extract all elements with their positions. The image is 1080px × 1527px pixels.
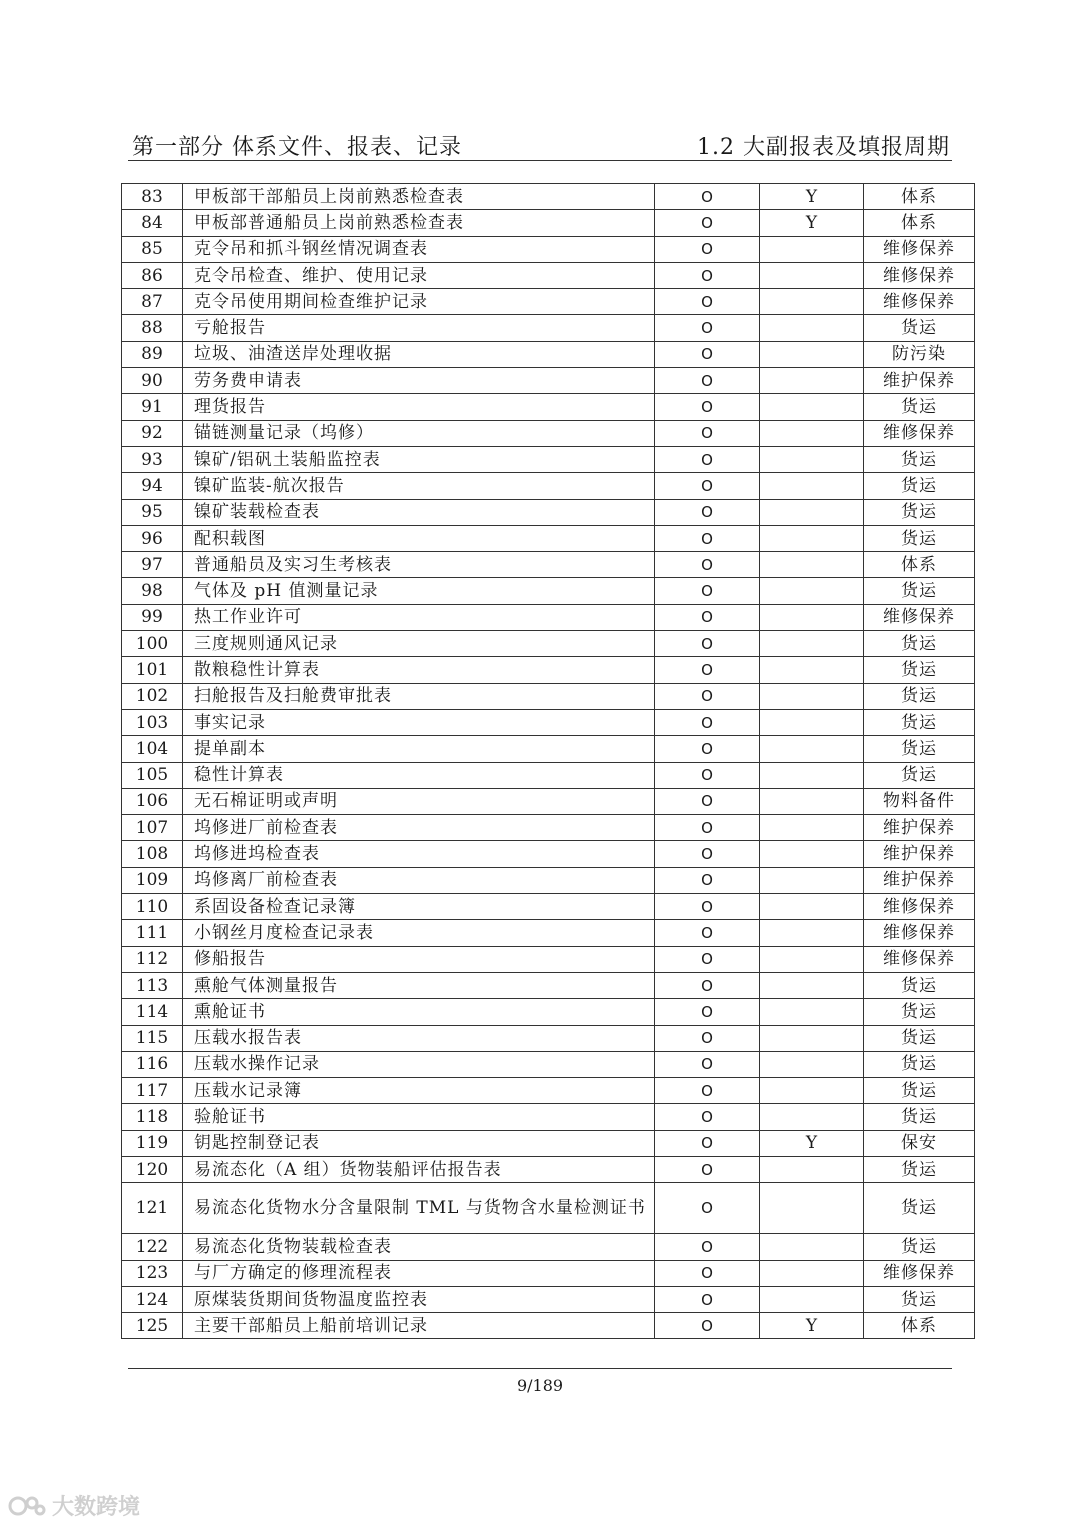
mark-cell: O xyxy=(655,184,760,210)
row-number-cell: 96 xyxy=(122,525,183,551)
record-name-cell: 普通船员及实习生考核表 xyxy=(183,552,655,578)
mark-cell: O xyxy=(655,762,760,788)
mark-cell: O xyxy=(655,1130,760,1156)
table-row xyxy=(122,604,975,630)
flag-cell xyxy=(760,1234,864,1260)
flag-cell xyxy=(760,815,864,841)
flag-cell xyxy=(760,420,864,446)
record-name-cell: 原煤装货期间货物温度监控表 xyxy=(183,1286,655,1312)
category-cell: 体系 xyxy=(864,184,975,210)
page-number: 9/189 xyxy=(516,1376,564,1395)
table-row xyxy=(122,736,975,762)
flag-cell xyxy=(760,289,864,315)
record-name-cell: 镍矿监装-航次报告 xyxy=(183,473,655,499)
mark-cell: O xyxy=(655,657,760,683)
mark-cell: O xyxy=(655,1078,760,1104)
mark-cell: O xyxy=(655,1234,760,1260)
flag-cell xyxy=(760,946,864,972)
category-cell: 维修保养 xyxy=(864,236,975,262)
table-row xyxy=(122,262,975,288)
row-number-cell: 91 xyxy=(122,394,183,420)
flag-cell xyxy=(760,473,864,499)
flag-cell xyxy=(760,552,864,578)
mark-cell: O xyxy=(655,499,760,525)
category-cell: 体系 xyxy=(864,210,975,236)
table-row xyxy=(122,473,975,499)
record-name-cell: 小钢丝月度检查记录表 xyxy=(183,920,655,946)
report-table-body xyxy=(122,184,975,1339)
record-name-cell: 压载水记录簿 xyxy=(183,1078,655,1104)
category-cell: 货运 xyxy=(864,578,975,604)
row-number-cell: 106 xyxy=(122,788,183,814)
mark-cell: O xyxy=(655,788,760,814)
category-cell: 维修保养 xyxy=(864,920,975,946)
record-name-cell: 修船报告 xyxy=(183,946,655,972)
mark-cell: O xyxy=(655,341,760,367)
category-cell: 货运 xyxy=(864,631,975,657)
category-cell: 维修保养 xyxy=(864,420,975,446)
row-number-cell: 102 xyxy=(122,683,183,709)
mark-cell: O xyxy=(655,946,760,972)
watermark-text: 大数跨境 xyxy=(52,1495,141,1520)
record-name-cell: 克令吊检查、维护、使用记录 xyxy=(183,262,655,288)
report-table xyxy=(121,183,975,1339)
table-row xyxy=(122,552,975,578)
mark-cell: O xyxy=(655,210,760,236)
category-cell: 货运 xyxy=(864,394,975,420)
category-cell: 维修保养 xyxy=(864,262,975,288)
category-cell: 货运 xyxy=(864,972,975,998)
table-row xyxy=(122,368,975,394)
row-number-cell: 118 xyxy=(122,1104,183,1130)
table-row xyxy=(122,657,975,683)
row-number-cell: 100 xyxy=(122,631,183,657)
flag-cell xyxy=(760,709,864,735)
mark-cell: O xyxy=(655,368,760,394)
row-number-cell: 97 xyxy=(122,552,183,578)
flag-cell xyxy=(760,525,864,551)
table-row xyxy=(122,184,975,210)
table-row xyxy=(122,1286,975,1312)
flag-cell xyxy=(760,578,864,604)
category-cell: 货运 xyxy=(864,657,975,683)
flag-cell xyxy=(760,920,864,946)
table-row xyxy=(122,815,975,841)
flag-cell xyxy=(760,1156,864,1182)
row-number-cell: 110 xyxy=(122,894,183,920)
category-cell: 维修保养 xyxy=(864,946,975,972)
table-row xyxy=(122,867,975,893)
category-cell: 防污染 xyxy=(864,341,975,367)
table-row xyxy=(122,289,975,315)
record-name-cell: 易流态化货物装载检查表 xyxy=(183,1234,655,1260)
category-cell: 货运 xyxy=(864,1183,975,1234)
row-number-cell: 92 xyxy=(122,420,183,446)
category-cell: 维护保养 xyxy=(864,867,975,893)
record-name-cell: 熏舱气体测量报告 xyxy=(183,972,655,998)
row-number-cell: 111 xyxy=(122,920,183,946)
mark-cell: O xyxy=(655,1260,760,1286)
table-row xyxy=(122,341,975,367)
mark-cell: O xyxy=(655,1183,760,1234)
row-number-cell: 124 xyxy=(122,1286,183,1312)
table-row xyxy=(122,1051,975,1077)
row-number-cell: 112 xyxy=(122,946,183,972)
category-cell: 货运 xyxy=(864,1234,975,1260)
record-name-cell: 坞修进坞检查表 xyxy=(183,841,655,867)
table-row xyxy=(122,1104,975,1130)
record-name-cell: 镍矿/铝矾土装船监控表 xyxy=(183,446,655,472)
flag-cell xyxy=(760,236,864,262)
record-name-cell: 镍矿装载检查表 xyxy=(183,499,655,525)
record-name-cell: 熏舱证书 xyxy=(183,999,655,1025)
mark-cell: O xyxy=(655,604,760,630)
table-row xyxy=(122,894,975,920)
flag-cell xyxy=(760,262,864,288)
table-row xyxy=(122,1078,975,1104)
category-cell: 货运 xyxy=(864,999,975,1025)
flag-cell xyxy=(760,788,864,814)
record-name-cell: 垃圾、油渣送岸处理收据 xyxy=(183,341,655,367)
record-name-cell: 热工作业许可 xyxy=(183,604,655,630)
record-name-cell: 提单副本 xyxy=(183,736,655,762)
flag-cell xyxy=(760,972,864,998)
record-name-cell: 验舱证书 xyxy=(183,1104,655,1130)
record-name-cell: 与厂方确定的修理流程表 xyxy=(183,1260,655,1286)
mark-cell: O xyxy=(655,420,760,446)
record-name-cell: 劳务费申请表 xyxy=(183,368,655,394)
flag-cell xyxy=(760,736,864,762)
row-number-cell: 109 xyxy=(122,867,183,893)
row-number-cell: 115 xyxy=(122,1025,183,1051)
category-cell: 货运 xyxy=(864,473,975,499)
row-number-cell: 89 xyxy=(122,341,183,367)
category-cell: 货运 xyxy=(864,499,975,525)
record-name-cell: 钥匙控制登记表 xyxy=(183,1130,655,1156)
category-cell: 货运 xyxy=(864,1286,975,1312)
row-number-cell: 90 xyxy=(122,368,183,394)
flag-cell: Y xyxy=(760,210,864,236)
row-number-cell: 108 xyxy=(122,841,183,867)
category-cell: 货运 xyxy=(864,1078,975,1104)
table-row xyxy=(122,1234,975,1260)
row-number-cell: 84 xyxy=(122,210,183,236)
table-row xyxy=(122,972,975,998)
mark-cell: O xyxy=(655,236,760,262)
table-row xyxy=(122,709,975,735)
category-cell: 维护保养 xyxy=(864,815,975,841)
table-row xyxy=(122,236,975,262)
mark-cell: O xyxy=(655,394,760,420)
record-name-cell: 主要干部船员上船前培训记录 xyxy=(183,1313,655,1339)
table-row xyxy=(122,946,975,972)
mark-cell: O xyxy=(655,578,760,604)
record-name-cell: 克令吊和抓斗钢丝情况调查表 xyxy=(183,236,655,262)
record-name-cell: 三度规则通风记录 xyxy=(183,631,655,657)
category-cell: 维修保养 xyxy=(864,604,975,630)
record-name-cell: 无石棉证明或声明 xyxy=(183,788,655,814)
category-cell: 货运 xyxy=(864,1156,975,1182)
category-cell: 货运 xyxy=(864,1104,975,1130)
record-name-cell: 压载水操作记录 xyxy=(183,1051,655,1077)
mark-cell: O xyxy=(655,972,760,998)
flag-cell xyxy=(760,604,864,630)
record-name-cell: 气体及 pH 值测量记录 xyxy=(183,578,655,604)
mark-cell: O xyxy=(655,289,760,315)
row-number-cell: 119 xyxy=(122,1130,183,1156)
category-cell: 货运 xyxy=(864,525,975,551)
category-cell: 货运 xyxy=(864,709,975,735)
flag-cell xyxy=(760,999,864,1025)
record-name-cell: 锚链测量记录（坞修） xyxy=(183,420,655,446)
flag-cell xyxy=(760,341,864,367)
mark-cell: O xyxy=(655,1286,760,1312)
row-number-cell: 95 xyxy=(122,499,183,525)
flag-cell xyxy=(760,446,864,472)
row-number-cell: 114 xyxy=(122,999,183,1025)
mark-cell: O xyxy=(655,525,760,551)
table-row xyxy=(122,1183,975,1234)
record-name-cell: 配积载图 xyxy=(183,525,655,551)
record-name-cell: 坞修离厂前检查表 xyxy=(183,867,655,893)
category-cell: 货运 xyxy=(864,1051,975,1077)
mark-cell: O xyxy=(655,867,760,893)
record-name-cell: 系固设备检查记录簿 xyxy=(183,894,655,920)
flag-cell xyxy=(760,394,864,420)
record-name-cell: 亏舱报告 xyxy=(183,315,655,341)
record-name-cell: 理货报告 xyxy=(183,394,655,420)
flag-cell xyxy=(760,1104,864,1130)
table-row xyxy=(122,999,975,1025)
flag-cell: Y xyxy=(760,1130,864,1156)
row-number-cell: 116 xyxy=(122,1051,183,1077)
record-name-cell: 事实记录 xyxy=(183,709,655,735)
flag-cell xyxy=(760,315,864,341)
category-cell: 货运 xyxy=(864,446,975,472)
table-row xyxy=(122,683,975,709)
row-number-cell: 117 xyxy=(122,1078,183,1104)
mark-cell: O xyxy=(655,552,760,578)
category-cell: 保安 xyxy=(864,1130,975,1156)
row-number-cell: 98 xyxy=(122,578,183,604)
category-cell: 货运 xyxy=(864,736,975,762)
category-cell: 维修保养 xyxy=(864,289,975,315)
table-row xyxy=(122,920,975,946)
mark-cell: O xyxy=(655,683,760,709)
row-number-cell: 104 xyxy=(122,736,183,762)
record-name-cell: 散粮稳性计算表 xyxy=(183,657,655,683)
mark-cell: O xyxy=(655,315,760,341)
table-row xyxy=(122,1130,975,1156)
flag-cell xyxy=(760,762,864,788)
category-cell: 货运 xyxy=(864,1025,975,1051)
record-name-cell: 甲板部干部船员上岗前熟悉检查表 xyxy=(183,184,655,210)
table-row xyxy=(122,1025,975,1051)
table-row xyxy=(122,315,975,341)
footer-divider xyxy=(128,1368,952,1369)
table-row xyxy=(122,1260,975,1286)
category-cell: 物料备件 xyxy=(864,788,975,814)
mark-cell: O xyxy=(655,736,760,762)
header-divider xyxy=(128,160,952,161)
row-number-cell: 123 xyxy=(122,1260,183,1286)
table-row xyxy=(122,762,975,788)
watermark xyxy=(8,1490,140,1521)
table-row xyxy=(122,446,975,472)
flag-cell: Y xyxy=(760,184,864,210)
record-name-cell: 克令吊使用期间检查维护记录 xyxy=(183,289,655,315)
mark-cell: O xyxy=(655,631,760,657)
row-number-cell: 122 xyxy=(122,1234,183,1260)
mark-cell: O xyxy=(655,709,760,735)
row-number-cell: 107 xyxy=(122,815,183,841)
record-name-cell: 扫舱报告及扫舱费审批表 xyxy=(183,683,655,709)
mark-cell: O xyxy=(655,815,760,841)
row-number-cell: 99 xyxy=(122,604,183,630)
flag-cell xyxy=(760,683,864,709)
flag-cell xyxy=(760,1183,864,1234)
row-number-cell: 93 xyxy=(122,446,183,472)
row-number-cell: 121 xyxy=(122,1183,183,1234)
flag-cell xyxy=(760,657,864,683)
table-row xyxy=(122,631,975,657)
flag-cell xyxy=(760,894,864,920)
row-number-cell: 105 xyxy=(122,762,183,788)
row-number-cell: 85 xyxy=(122,236,183,262)
row-number-cell: 87 xyxy=(122,289,183,315)
mark-cell: O xyxy=(655,1051,760,1077)
table-row xyxy=(122,525,975,551)
row-number-cell: 113 xyxy=(122,972,183,998)
flag-cell xyxy=(760,1051,864,1077)
row-number-cell: 103 xyxy=(122,709,183,735)
table-row xyxy=(122,499,975,525)
mark-cell: O xyxy=(655,473,760,499)
mark-cell: O xyxy=(655,1156,760,1182)
record-name-cell: 甲板部普通船员上岗前熟悉检查表 xyxy=(183,210,655,236)
flag-cell xyxy=(760,867,864,893)
table-row xyxy=(122,788,975,814)
flag-cell xyxy=(760,631,864,657)
flag-cell xyxy=(760,841,864,867)
category-cell: 货运 xyxy=(864,762,975,788)
row-number-cell: 86 xyxy=(122,262,183,288)
row-number-cell: 88 xyxy=(122,315,183,341)
flag-cell xyxy=(760,1078,864,1104)
table-row xyxy=(122,210,975,236)
row-number-cell: 125 xyxy=(122,1313,183,1339)
category-cell: 维护保养 xyxy=(864,841,975,867)
flag-cell xyxy=(760,1260,864,1286)
row-number-cell: 101 xyxy=(122,657,183,683)
flag-cell: Y xyxy=(760,1313,864,1339)
category-cell: 维护保养 xyxy=(864,368,975,394)
category-cell: 体系 xyxy=(864,1313,975,1339)
category-cell: 货运 xyxy=(864,315,975,341)
mark-cell: O xyxy=(655,1104,760,1130)
category-cell: 体系 xyxy=(864,552,975,578)
category-cell: 维修保养 xyxy=(864,894,975,920)
mark-cell: O xyxy=(655,1313,760,1339)
record-name-cell: 易流态化（A 组）货物装船评估报告表 xyxy=(183,1156,655,1182)
category-cell: 货运 xyxy=(864,683,975,709)
mark-cell: O xyxy=(655,999,760,1025)
record-name-cell: 易流态化货物水分含量限制 TML 与货物含水量检测证书 xyxy=(183,1183,655,1234)
flag-cell xyxy=(760,1025,864,1051)
table-row xyxy=(122,1156,975,1182)
flag-cell xyxy=(760,368,864,394)
record-name-cell: 坞修进厂前检查表 xyxy=(183,815,655,841)
table-row xyxy=(122,420,975,446)
flag-cell xyxy=(760,499,864,525)
mark-cell: O xyxy=(655,920,760,946)
row-number-cell: 83 xyxy=(122,184,183,210)
row-number-cell: 120 xyxy=(122,1156,183,1182)
mark-cell: O xyxy=(655,262,760,288)
table-row xyxy=(122,841,975,867)
record-name-cell: 稳性计算表 xyxy=(183,762,655,788)
table-row xyxy=(122,394,975,420)
record-name-cell: 压载水报告表 xyxy=(183,1025,655,1051)
flag-cell xyxy=(760,1286,864,1312)
row-number-cell: 94 xyxy=(122,473,183,499)
header-left-title: 第一部分 体系文件、报表、记录 xyxy=(132,135,462,160)
header-right-title: 1.2 大副报表及填报周期 xyxy=(697,135,950,160)
table-row xyxy=(122,578,975,604)
mark-cell: O xyxy=(655,1025,760,1051)
mark-cell: O xyxy=(655,446,760,472)
table-row xyxy=(122,1313,975,1339)
mark-cell: O xyxy=(655,894,760,920)
category-cell: 维修保养 xyxy=(864,1260,975,1286)
mark-cell: O xyxy=(655,841,760,867)
watermark-logo-icon xyxy=(8,1491,46,1521)
